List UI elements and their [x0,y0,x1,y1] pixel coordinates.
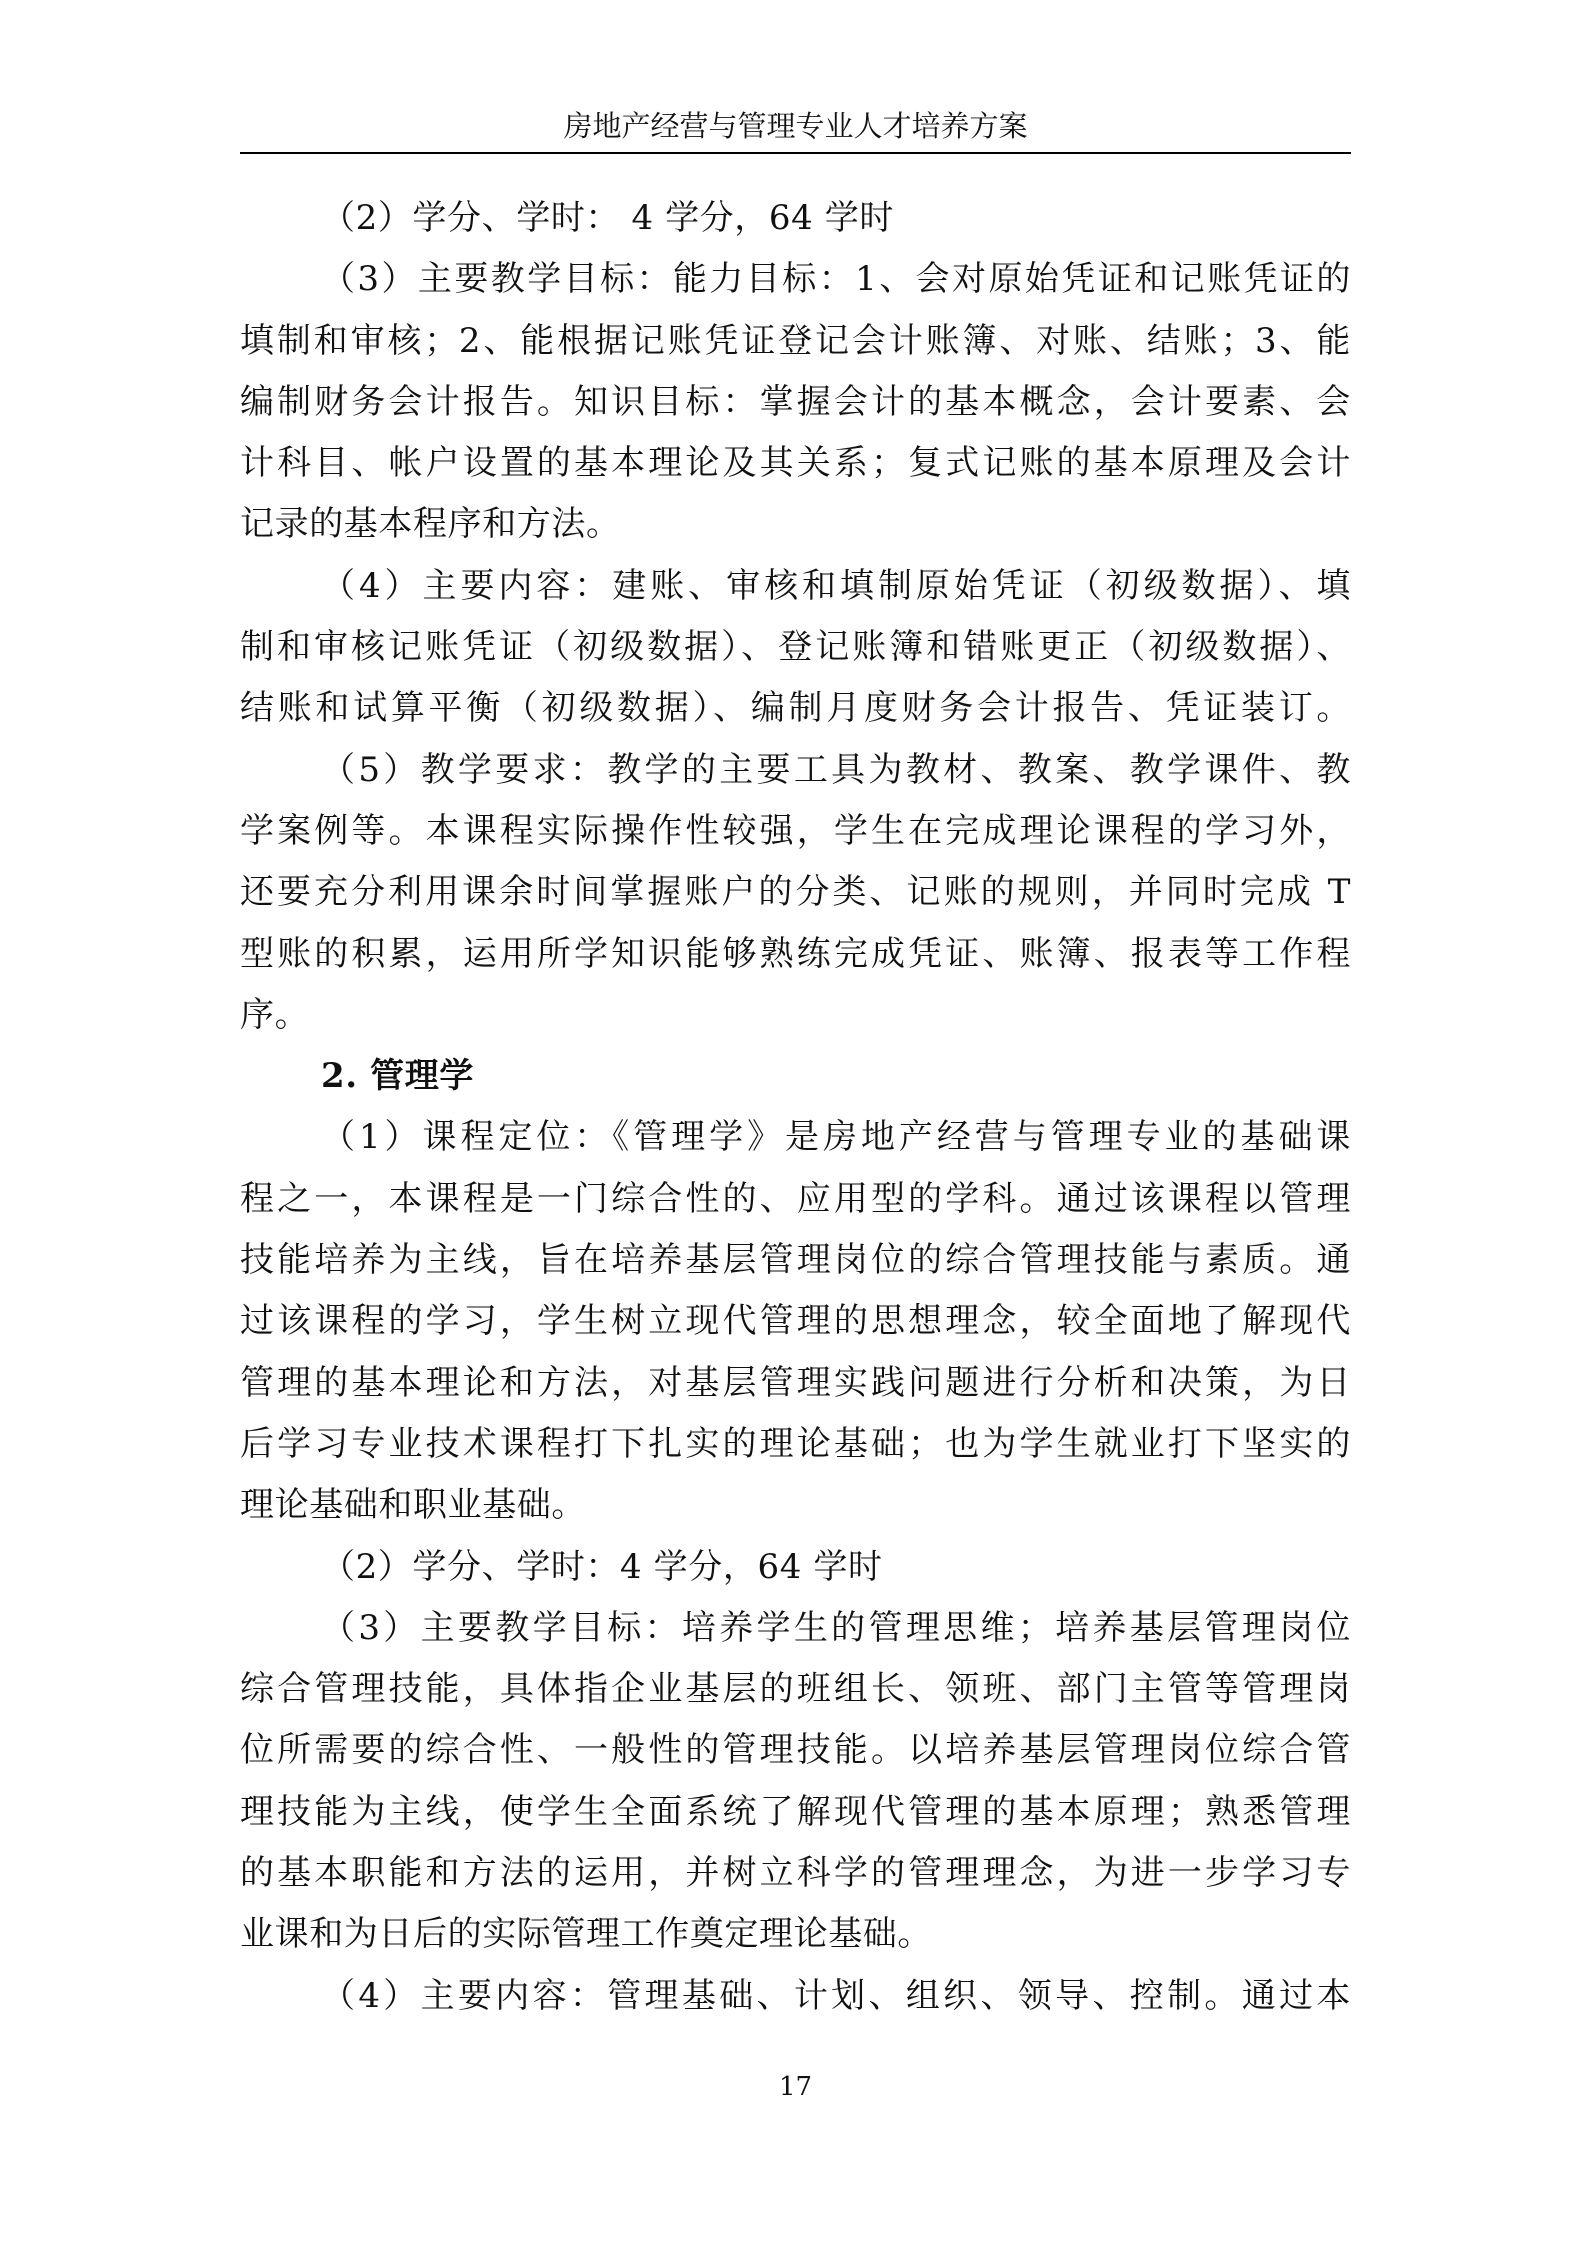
text-line: 计科目、帐户设置的基本理论及其关系；复式记账的基本原理及会计 [240,443,1351,484]
text-line: 后学习专业技术课程打下扎实的理论基础；也为学生就业打下坚实的 [240,1423,1351,1464]
text-line: 业课和为日后的实际管理工作奠定理论基础。 [240,1914,932,1955]
text-line: 技能培养为主线，旨在培养基层管理岗位的综合管理技能与素质。通 [240,1240,1351,1281]
text-line: （3）主要教学目标：培养学生的管理思维；培养基层管理岗位 [321,1607,1351,1648]
text-line: 填制和审核；2、能根据记账凭证登记会计账簿、对账、结账；3、能 [240,320,1351,361]
text-line: 学案例等。本课程实际操作性较强，学生在完成理论课程的学习外， [240,810,1351,851]
text-line: （1）课程定位：《管理学》是房地产经营与管理专业的基础课 [321,1117,1351,1158]
text-line: 过该课程的学习，学生树立现代管理的思想理念，较全面地了解现代 [240,1301,1351,1342]
header-rule [240,152,1351,154]
text-line: （4）主要内容：建账、审核和填制原始凭证（初级数据）、填 [321,565,1351,606]
text-line: 记录的基本程序和方法。 [240,504,621,545]
page-number: 17 [778,2072,813,2102]
text-line: 位所需要的综合性、一般性的管理技能。以培养基层管理岗位综合管 [240,1730,1351,1771]
text-line: （4）主要内容：管理基础、计划、组织、领导、控制。通过本 [321,1975,1351,2016]
text-line: 结账和试算平衡（初级数据）、编制月度财务会计报告、凭证装订。 [240,688,1351,729]
text-line: 管理的基本理论和方法，对基层管理实践问题进行分析和决策，为日 [240,1362,1351,1403]
running-header: 房地产经营与管理专业人才培养方案 [563,109,1028,143]
body-text [240,188,1351,2027]
text-line: （5）教学要求：教学的主要工具为教材、教案、教学课件、教 [321,749,1351,790]
text-line: 序。 [240,994,310,1035]
text-line: （2）学分、学时：4 学分，64 学时 [321,1546,883,1587]
text-line: 理技能为主线，使学生全面系统了解现代管理的基本原理；熟悉管理 [240,1791,1351,1832]
text-line: （3）主要教学目标：能力目标：1、会对原始凭证和记账凭证的 [321,259,1351,300]
text-line: 还要充分利用课余时间掌握账户的分类、记账的规则，并同时完成 T [240,872,1351,913]
text-line: 程之一，本课程是一门综合性的、应用型的学科。通过该课程以管理 [240,1178,1351,1219]
text-line: （2）学分、学时： 4 学分，64 学时 [321,198,894,238]
text-line: 制和审核记账凭证（初级数据）、登记账簿和错账更正（初级数据）、 [240,627,1351,668]
text-line: 型账的积累，运用所学知识能够熟练完成凭证、账簿、报表等工作程 [240,933,1351,974]
text-line: 的基本职能和方法的运用，并树立科学的管理理念，为进一步学习专 [240,1853,1351,1894]
text-line: 编制财务会计报告。知识目标：掌握会计的基本概念，会计要素、会 [240,381,1351,422]
text-line: 综合管理技能，具体指企业基层的班组长、领班、部门主管等管理岗 [240,1669,1351,1710]
text-line: 理论基础和职业基础。 [240,1485,586,1526]
section-heading: 2. 管理学 [321,1056,474,1097]
